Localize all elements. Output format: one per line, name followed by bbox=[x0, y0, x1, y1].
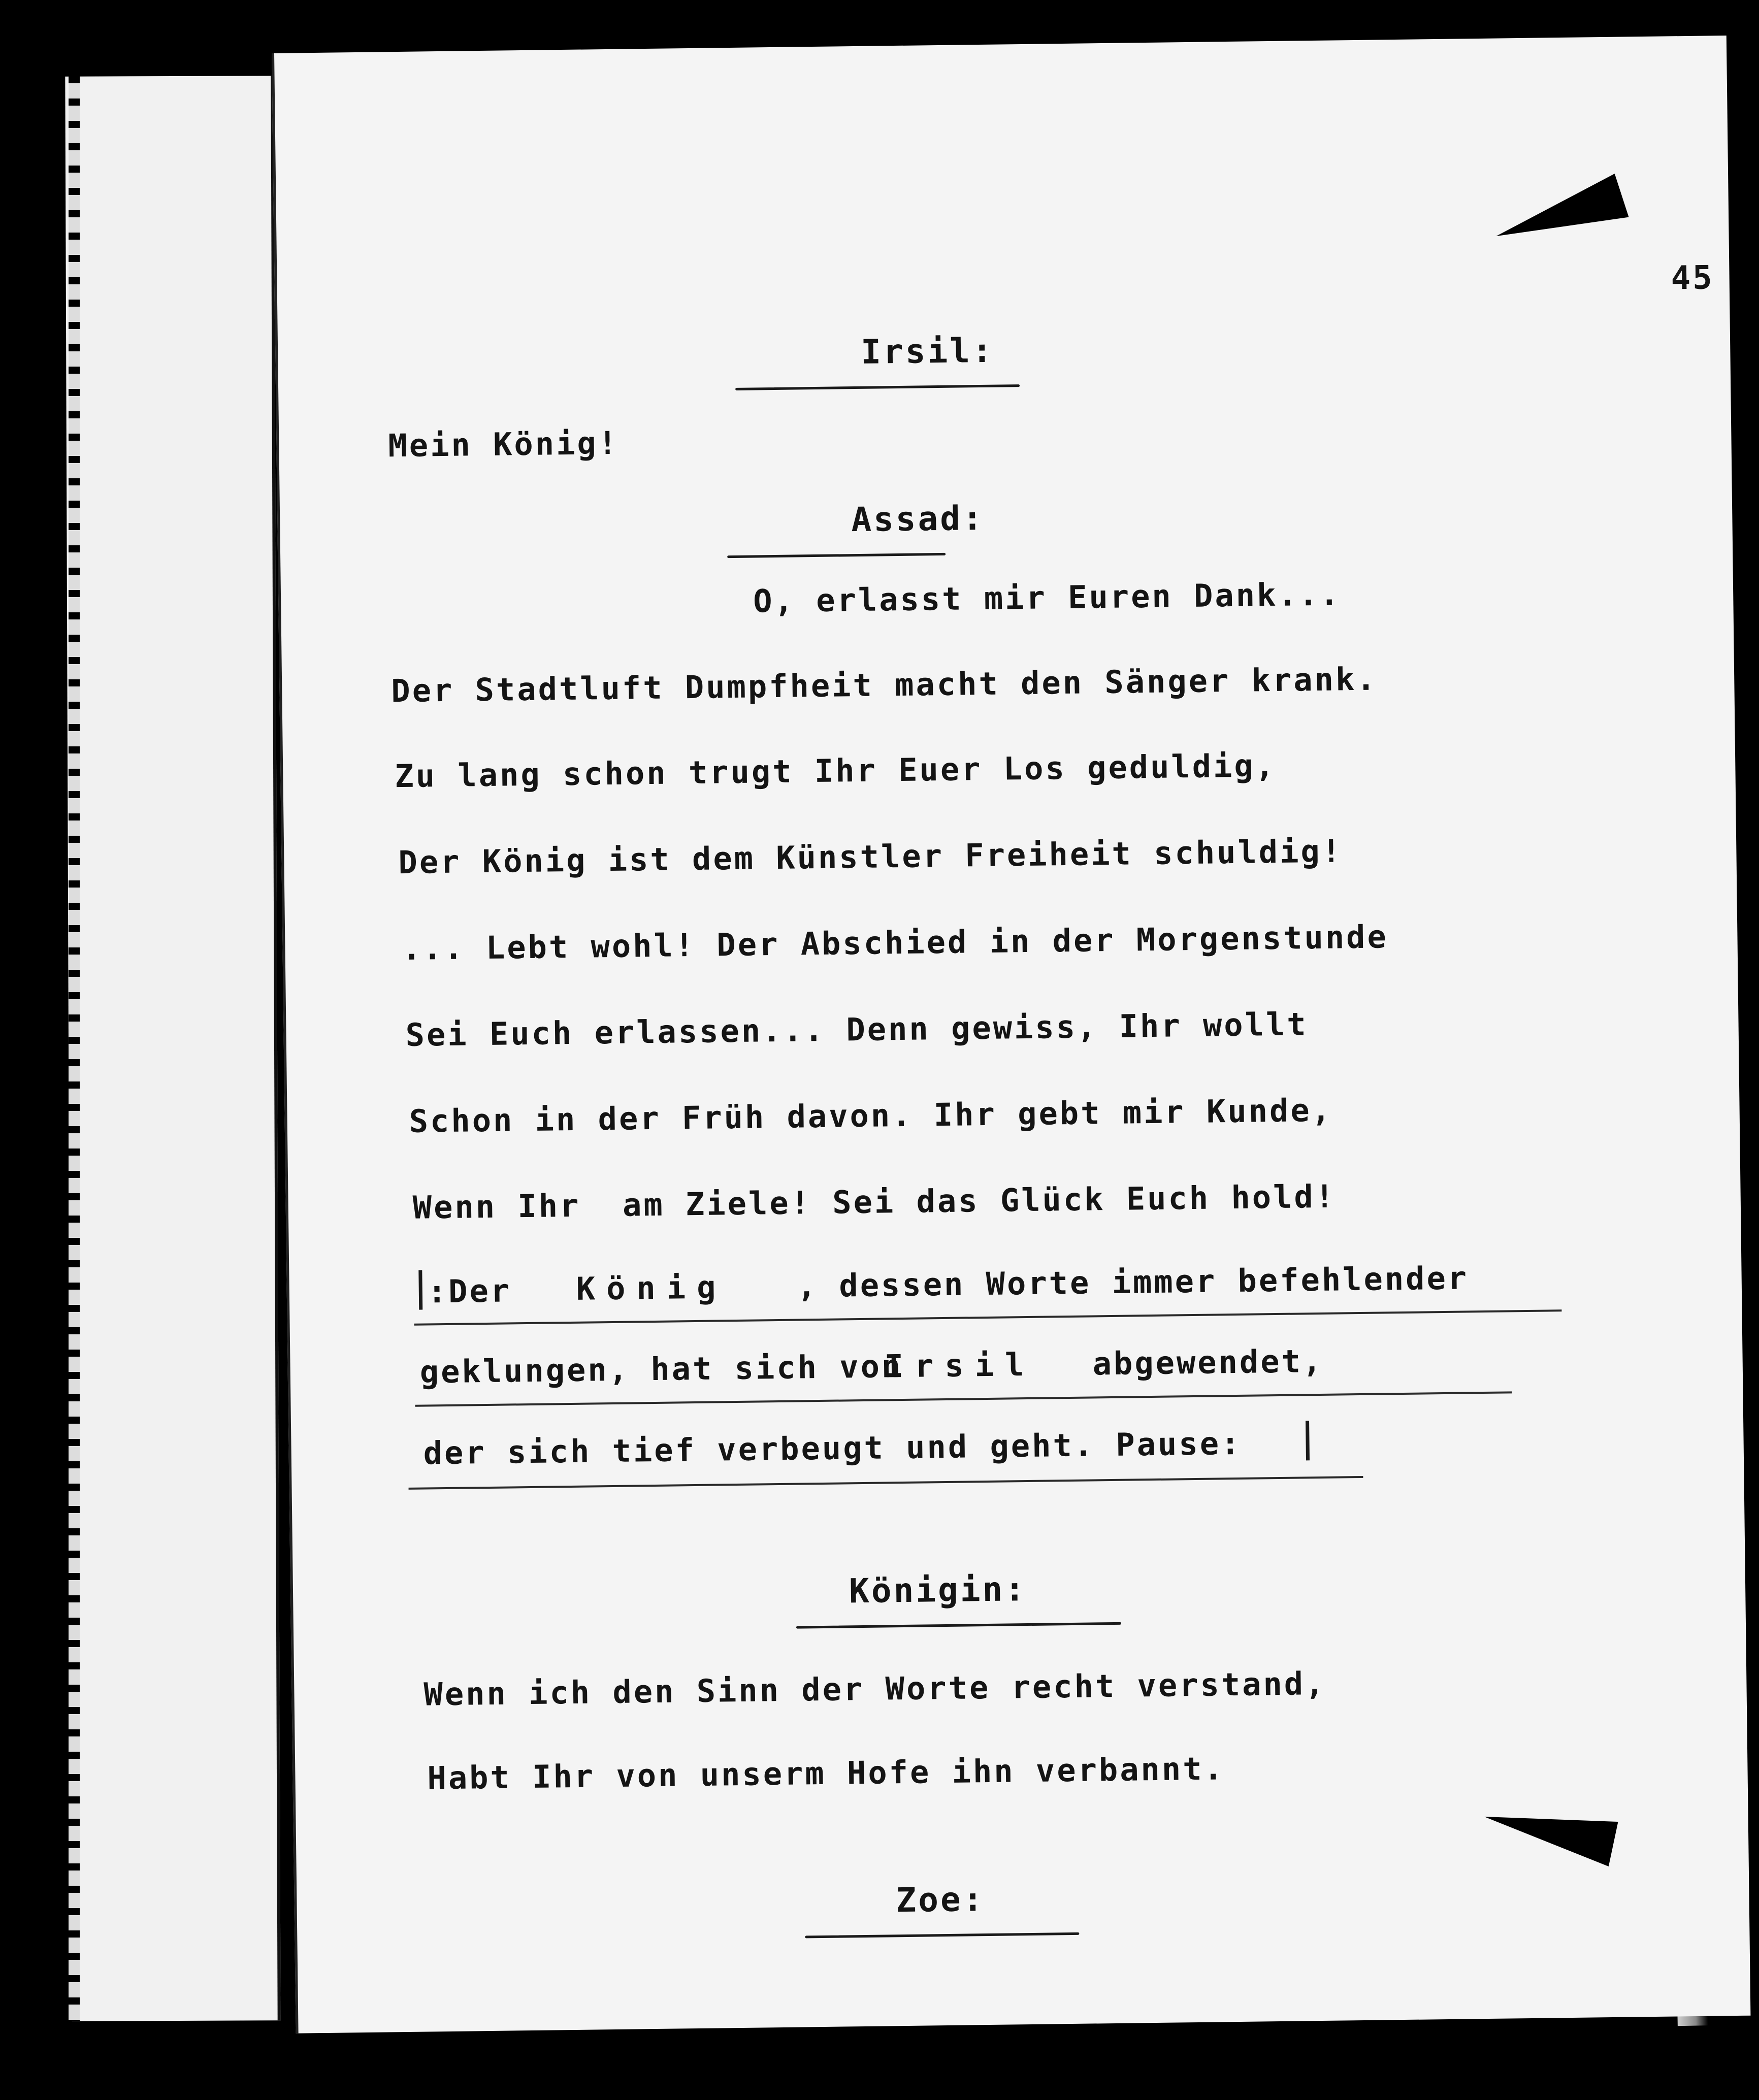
stage-direction-text: der sich tief verbeugt und geht. Pause: bbox=[423, 1424, 1242, 1472]
dialogue-line: Sei Euch erlassen... Denn gewiss, Ihr wollt bbox=[405, 1005, 1309, 1054]
stage-direction-text: , dessen Worte immer befehlender bbox=[797, 1259, 1469, 1305]
speaker-underline bbox=[727, 553, 946, 558]
speaker-zoe: Zoe: bbox=[896, 1880, 985, 1920]
page-number: 45 bbox=[1671, 259, 1715, 298]
dialogue-line: Zu lang schon trugt Ihr Euer Los geduldig, bbox=[394, 746, 1277, 795]
stage-direction-rule bbox=[414, 1309, 1562, 1326]
stage-direction-rule bbox=[415, 1391, 1512, 1406]
stage-direction-bar-end bbox=[1306, 1421, 1310, 1460]
dialogue-line: Der König ist dem Künstler Freiheit schuldig! bbox=[398, 832, 1343, 881]
stage-direction-name: Irsil bbox=[884, 1346, 1035, 1385]
previous-page-strip bbox=[65, 76, 280, 2021]
dialogue-line: O, erlasst mir Euren Dank... bbox=[753, 575, 1341, 620]
stage-direction-bar-start bbox=[418, 1270, 422, 1310]
speaker-underline bbox=[796, 1622, 1121, 1629]
dialogue-line: Wenn Ihr am Ziele! Sei das Glück Euch hold! bbox=[412, 1177, 1337, 1226]
stage-direction-name: König bbox=[576, 1268, 727, 1307]
stage-direction-text: abgewendet, bbox=[1092, 1342, 1324, 1383]
speaker-koenigin: Königin: bbox=[849, 1569, 1027, 1611]
dialogue-line: Der Stadtluft Dumpfheit macht den Sänger krank. bbox=[390, 660, 1378, 710]
typewritten-page bbox=[272, 36, 1750, 2033]
dialogue-line: Mein König! bbox=[388, 424, 620, 465]
dialogue-line: Habt Ihr von unserm Hofe ihn verbannt. bbox=[427, 1750, 1225, 1797]
stage-direction-text: :Der bbox=[427, 1272, 512, 1310]
speaker-underline bbox=[805, 1932, 1079, 1939]
speaker-underline bbox=[735, 384, 1020, 390]
dialogue-line: ... Lebt wohl! Der Abschied in der Morgenstunde bbox=[402, 918, 1389, 967]
dialogue-line: Schon in der Früh davon. Ihr gebt mir Kunde, bbox=[409, 1091, 1333, 1140]
stage-direction-text: geklungen, hat sich von bbox=[419, 1348, 903, 1391]
stage-direction-rule bbox=[409, 1476, 1363, 1490]
speaker-irsil: Irsil: bbox=[860, 331, 995, 372]
speaker-assad: Assad: bbox=[851, 498, 985, 540]
torn-page-edge bbox=[69, 76, 80, 2021]
dialogue-line: Wenn ich den Sinn der Worte recht verstand, bbox=[424, 1664, 1326, 1713]
